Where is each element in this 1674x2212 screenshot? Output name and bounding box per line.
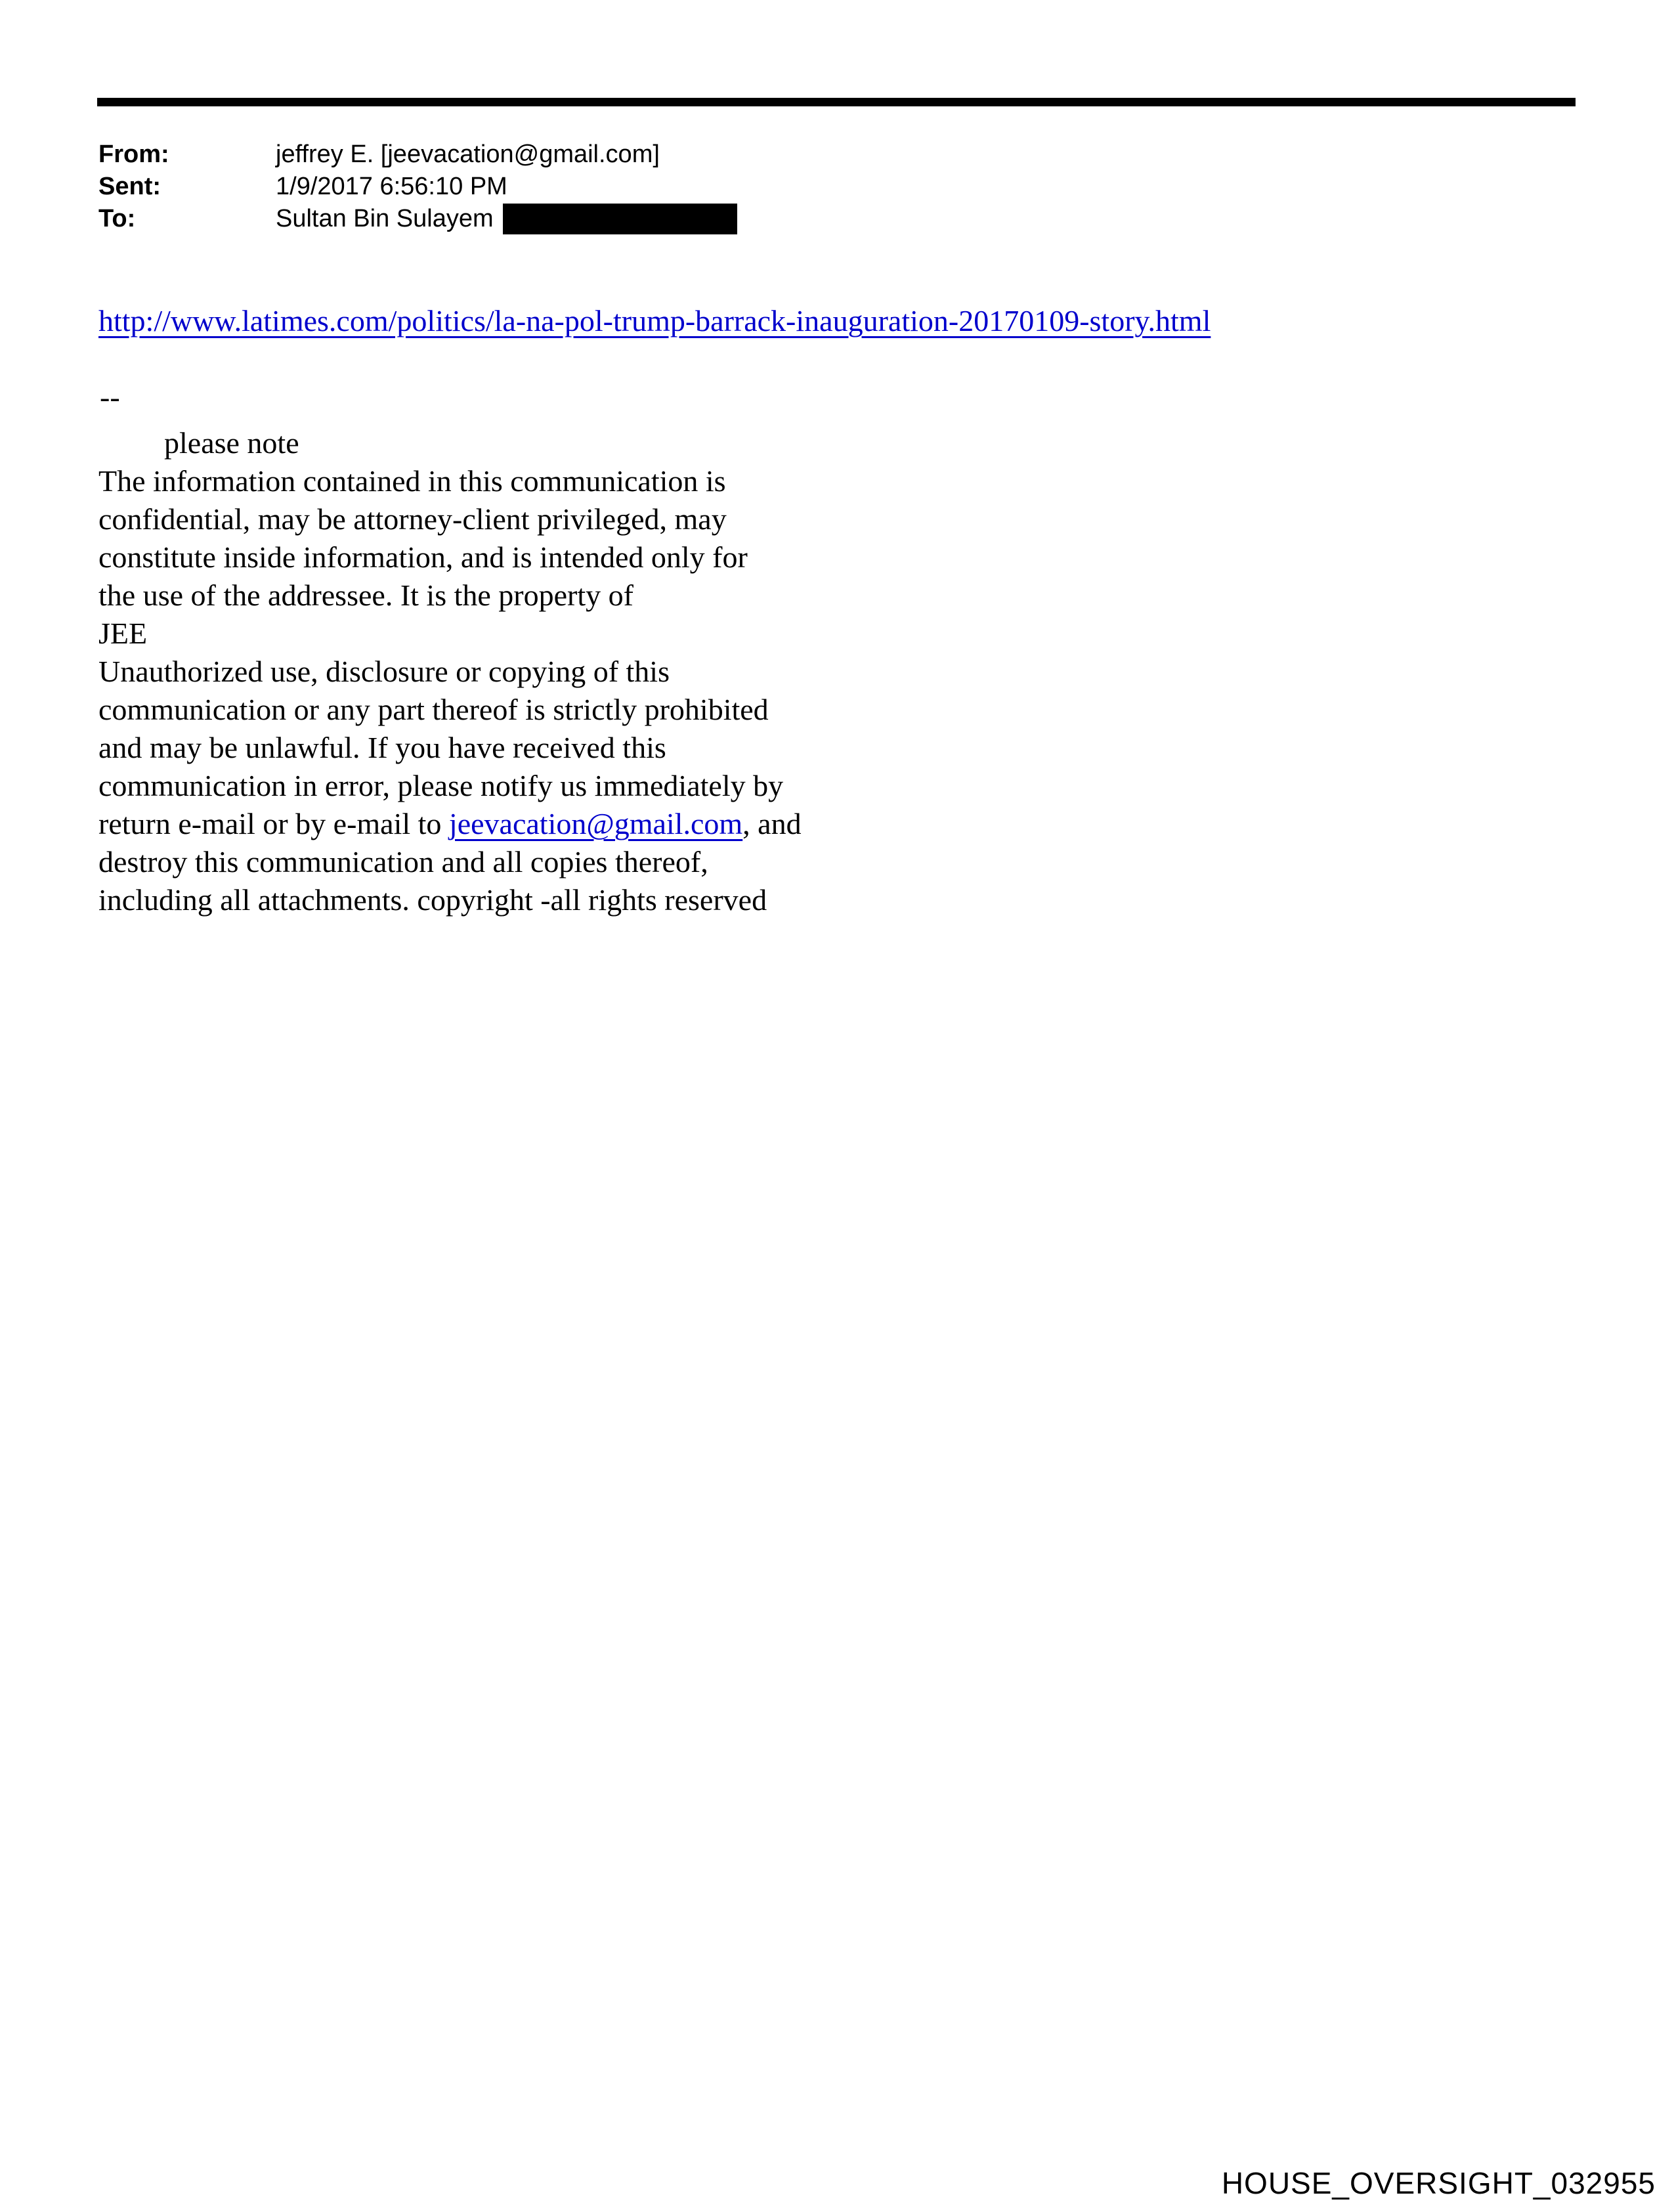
sent-value: 1/9/2017 6:56:10 PM [276, 173, 507, 200]
signature-separator: -- [100, 380, 120, 414]
disclaimer-line: including all attachments. copyright -all rights reserved [98, 883, 767, 917]
email-address-link[interactable]: jeevacation@gmail.com [448, 807, 743, 840]
disclaimer-line: communication in error, please notify us immediately by [98, 769, 784, 802]
bates-number: HOUSE_OVERSIGHT_032955 [1221, 2166, 1656, 2200]
sent-label: Sent: [98, 173, 161, 200]
header-field-sent [98, 171, 507, 202]
disclaimer-line: destroy this communication and all copies thereof, [98, 845, 708, 878]
disclaimer-line: Unauthorized use, disclosure or copying of this [98, 655, 670, 688]
please-note-line: please note [164, 426, 299, 460]
disclaimer-line-pre-text: return e-mail or by e-mail to [98, 807, 449, 840]
header-field-to [98, 204, 737, 234]
disclaimer-line: JEE [98, 617, 148, 650]
disclaimer-line-with-link [98, 805, 802, 843]
redaction-box [503, 204, 737, 234]
disclaimer-text [98, 462, 802, 919]
disclaimer-line: constitute inside information, and is intended only for [98, 540, 748, 574]
disclaimer-line: communication or any part thereof is strictly prohibited [98, 693, 769, 726]
to-label: To: [98, 205, 136, 232]
header-field-from [98, 139, 660, 169]
from-label: From: [98, 141, 169, 168]
to-value: Sultan Bin Sulayem [276, 205, 494, 232]
from-value: jeffrey E. [jeevacation@gmail.com] [276, 141, 660, 168]
header-divider-rule [97, 98, 1576, 106]
disclaimer-line-post-text: , and [742, 807, 802, 840]
disclaimer-line: confidential, may be attorney-client privileged, may [98, 502, 727, 536]
article-url-link[interactable]: http://www.latimes.com/politics/la-na-pol-trump-barrack-inauguration-20170109-story.html [98, 304, 1211, 337]
disclaimer-line: and may be unlawful. If you have received this [98, 731, 666, 764]
disclaimer-line: The information contained in this communication is [98, 464, 726, 498]
disclaimer-line: the use of the addressee. It is the property of [98, 578, 633, 612]
